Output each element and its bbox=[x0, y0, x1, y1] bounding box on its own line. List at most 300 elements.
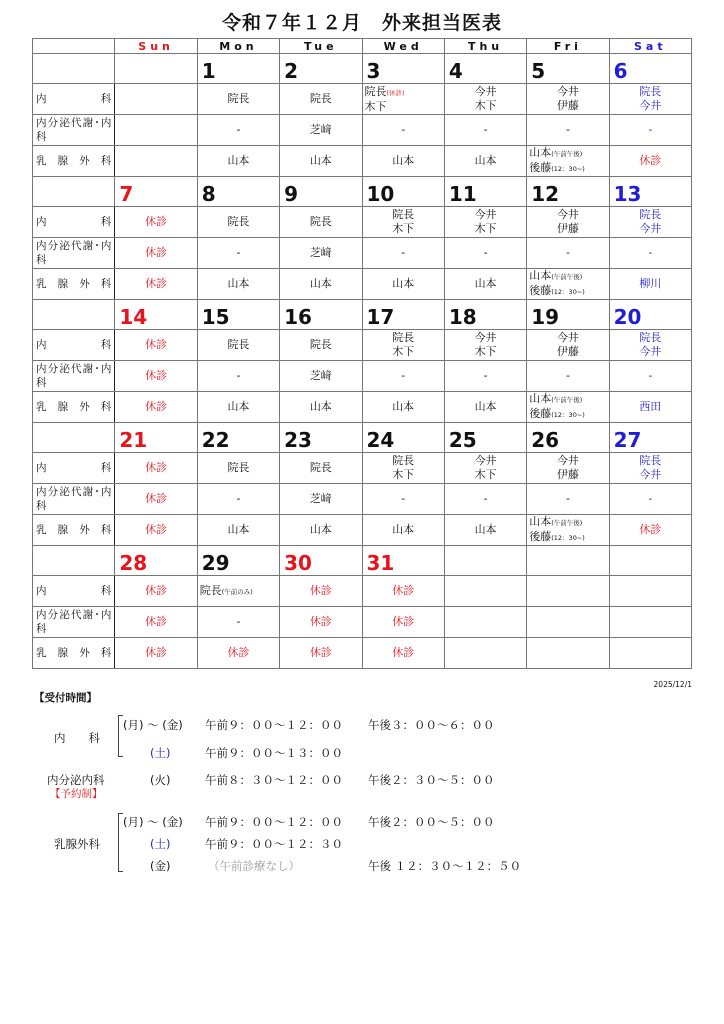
schedule-cell bbox=[444, 269, 526, 300]
doctor-name: - bbox=[236, 123, 241, 136]
doctor-line bbox=[527, 99, 608, 113]
doctor-name: 休診 bbox=[145, 246, 168, 259]
doctor-line bbox=[198, 277, 279, 291]
schedule-cell bbox=[444, 576, 526, 607]
doctor-name: 山本 bbox=[474, 154, 497, 167]
schedule-cell bbox=[362, 484, 444, 515]
doctor-name: - bbox=[483, 492, 488, 505]
department-row bbox=[33, 576, 692, 607]
doctor-line bbox=[610, 208, 691, 222]
schedule-cell bbox=[197, 269, 279, 300]
date-number: 14 bbox=[115, 300, 197, 330]
doctor-line bbox=[198, 246, 279, 260]
doctor-name: 芝﨑 bbox=[309, 492, 332, 505]
week-date-row bbox=[33, 423, 692, 453]
doctor-line bbox=[280, 615, 361, 629]
doctor-line bbox=[363, 492, 444, 506]
doctor-name: - bbox=[648, 369, 653, 382]
naibunpi-am: 午前８：３０～１２：００ bbox=[205, 773, 343, 787]
doctor-line bbox=[527, 454, 608, 468]
doctor-name: 今井 bbox=[639, 99, 662, 112]
schedule-cell bbox=[609, 638, 691, 669]
date-row-label bbox=[33, 177, 115, 207]
date-number: 29 bbox=[197, 546, 279, 576]
naibunpi-days: (火) bbox=[150, 773, 171, 787]
doctor-line bbox=[280, 400, 361, 414]
doctor-line bbox=[198, 154, 279, 168]
date-number bbox=[444, 546, 526, 576]
doctor-name: 山本 bbox=[309, 277, 332, 290]
date-row-label bbox=[33, 54, 115, 84]
schedule-cell bbox=[609, 515, 691, 546]
date-number: 17 bbox=[362, 300, 444, 330]
schedule-cell bbox=[115, 576, 197, 607]
doctor-name: 休診 bbox=[145, 646, 168, 659]
doctor-name: 山本 bbox=[529, 146, 552, 159]
schedule-cell bbox=[609, 576, 691, 607]
doctor-name: 木下 bbox=[364, 99, 387, 113]
schedule-cell bbox=[197, 361, 279, 392]
doctor-name: - bbox=[236, 246, 241, 259]
doctor-name: 休診 bbox=[392, 646, 415, 659]
schedule-cell bbox=[280, 146, 362, 177]
doctor-line bbox=[363, 345, 444, 359]
schedule-cell bbox=[115, 392, 197, 423]
doctor-line bbox=[445, 468, 526, 482]
doctor-name: 院長 bbox=[392, 208, 415, 221]
doctor-name: - bbox=[236, 492, 241, 505]
schedule-cell bbox=[115, 607, 197, 638]
doctor-name: 今井 bbox=[639, 468, 662, 481]
date-row-label bbox=[33, 546, 115, 576]
doctor-note: (午前午後) bbox=[551, 396, 583, 404]
schedule-cell bbox=[609, 207, 691, 238]
naika-sat: (土) bbox=[150, 746, 171, 760]
date-number: 1 bbox=[197, 54, 279, 84]
doctor-name: 院長 bbox=[227, 215, 250, 228]
schedule-cell bbox=[280, 484, 362, 515]
schedule-cell bbox=[280, 453, 362, 484]
doctor-line bbox=[280, 154, 361, 168]
schedule-cell bbox=[609, 84, 691, 115]
schedule-cell bbox=[362, 84, 444, 115]
doctor-name: 院長 bbox=[364, 84, 387, 98]
doctor-line bbox=[529, 284, 608, 299]
week-date-row bbox=[33, 546, 692, 576]
doctor-name: 柳川 bbox=[639, 277, 662, 290]
naika-label: 内 科 bbox=[54, 731, 100, 745]
doctor-note: (午前午後) bbox=[551, 150, 583, 158]
schedule-cell bbox=[197, 115, 279, 146]
doctor-line bbox=[198, 400, 279, 414]
schedule-cell bbox=[527, 269, 609, 300]
doctor-name: 今井 bbox=[639, 222, 662, 235]
doctor-note: (午前午後) bbox=[551, 273, 583, 281]
date-number: 24 bbox=[362, 423, 444, 453]
schedule-cell bbox=[362, 361, 444, 392]
department-label: 内分泌代謝･内科 bbox=[33, 484, 115, 515]
schedule-cell bbox=[197, 607, 279, 638]
department-row bbox=[33, 638, 692, 669]
schedule-cell bbox=[362, 607, 444, 638]
week-date-row bbox=[33, 177, 692, 207]
schedule-cell bbox=[197, 330, 279, 361]
day-header-fri: Fri bbox=[527, 39, 609, 54]
doctor-line bbox=[365, 85, 444, 100]
doctor-name: 西田 bbox=[639, 400, 662, 413]
doctor-name: 院長 bbox=[309, 338, 332, 351]
schedule-cell bbox=[609, 453, 691, 484]
doctor-name: 休診 bbox=[392, 584, 415, 597]
schedule-cell bbox=[444, 361, 526, 392]
schedule-cell bbox=[115, 84, 197, 115]
doctor-line bbox=[115, 523, 196, 537]
doctor-name: 伊藤 bbox=[556, 468, 579, 481]
schedule-cell bbox=[444, 484, 526, 515]
doctor-name: 木下 bbox=[474, 222, 497, 235]
schedule-cell bbox=[280, 207, 362, 238]
week-date-row bbox=[33, 300, 692, 330]
department-row bbox=[33, 453, 692, 484]
doctor-line bbox=[280, 338, 361, 352]
schedule-cell bbox=[115, 207, 197, 238]
doctor-note: (午前のみ) bbox=[221, 587, 253, 596]
doctor-name: 芝﨑 bbox=[309, 123, 332, 136]
doctor-line bbox=[363, 154, 444, 168]
doctor-line bbox=[280, 523, 361, 537]
doctor-line bbox=[198, 123, 279, 137]
nyusen-fri-am: （午前診療なし） bbox=[208, 859, 300, 873]
nyusen-am: 午前９：００～１２：００ bbox=[205, 815, 343, 829]
doctor-line bbox=[445, 123, 526, 137]
schedule-cell bbox=[444, 238, 526, 269]
doctor-name: 今井 bbox=[556, 208, 579, 221]
doctor-line bbox=[365, 100, 444, 114]
doctor-line bbox=[529, 269, 608, 284]
doctor-name: 伊藤 bbox=[556, 99, 579, 112]
day-header-wed: Wed bbox=[362, 39, 444, 54]
schedule-cell bbox=[444, 330, 526, 361]
doctor-line bbox=[610, 277, 691, 291]
nyusen-sat: (土) bbox=[150, 837, 171, 851]
schedule-cell bbox=[115, 361, 197, 392]
naibunpi-pm: 午後２：３０～５：００ bbox=[368, 773, 495, 787]
doctor-line bbox=[527, 85, 608, 99]
date-number: 11 bbox=[444, 177, 526, 207]
date-number: 21 bbox=[115, 423, 197, 453]
date-number: 28 bbox=[115, 546, 197, 576]
day-header-thu: Thu bbox=[444, 39, 526, 54]
schedule-cell bbox=[609, 361, 691, 392]
date-number: 7 bbox=[115, 177, 197, 207]
schedule-cell bbox=[280, 576, 362, 607]
doctor-name: 後藤 bbox=[529, 407, 552, 420]
schedule-cell bbox=[115, 238, 197, 269]
doctor-line bbox=[529, 530, 608, 545]
doctor-name: 山本 bbox=[392, 277, 415, 290]
doctor-line bbox=[610, 492, 691, 506]
doctor-name: - bbox=[565, 369, 570, 382]
date-number: 15 bbox=[197, 300, 279, 330]
naika-days: (月) ～ (金) bbox=[123, 718, 183, 732]
doctor-name: 山本 bbox=[309, 523, 332, 536]
doctor-name: 休診 bbox=[639, 523, 662, 536]
nyusen-days: (月) ～ (金) bbox=[123, 815, 183, 829]
doctor-name: 休診 bbox=[145, 523, 168, 536]
department-row bbox=[33, 146, 692, 177]
doctor-note: (12：30~) bbox=[551, 165, 585, 173]
department-row bbox=[33, 84, 692, 115]
doctor-line bbox=[198, 338, 279, 352]
department-row bbox=[33, 269, 692, 300]
doctor-line bbox=[610, 454, 691, 468]
doctor-name: 今井 bbox=[556, 85, 579, 98]
date-number: 18 bbox=[444, 300, 526, 330]
doctor-name: 山本 bbox=[392, 154, 415, 167]
doctor-line bbox=[527, 222, 608, 236]
schedule-cell bbox=[609, 484, 691, 515]
doctor-line bbox=[363, 646, 444, 660]
date-number: 10 bbox=[362, 177, 444, 207]
doctor-name: 休診 bbox=[145, 338, 168, 351]
department-label: 内分泌代謝･内科 bbox=[33, 115, 115, 146]
schedule-cell bbox=[280, 638, 362, 669]
doctor-line bbox=[363, 208, 444, 222]
schedule-cell bbox=[197, 84, 279, 115]
doctor-name: 山本 bbox=[474, 523, 497, 536]
doctor-name: 山本 bbox=[309, 154, 332, 167]
doctor-line bbox=[280, 461, 361, 475]
schedule-cell bbox=[527, 576, 609, 607]
schedule-cell bbox=[280, 84, 362, 115]
schedule-cell bbox=[362, 115, 444, 146]
doctor-line bbox=[363, 222, 444, 236]
date-number: 6 bbox=[609, 54, 691, 84]
department-row bbox=[33, 484, 692, 515]
naika-am: 午前９：００～１２：００ bbox=[205, 718, 343, 732]
day-header-mon: Mon bbox=[197, 39, 279, 54]
schedule-table bbox=[32, 38, 692, 669]
doctor-name: 木下 bbox=[474, 468, 497, 481]
doctor-line bbox=[198, 369, 279, 383]
doctor-name: 山本 bbox=[529, 392, 552, 405]
schedule-cell bbox=[444, 84, 526, 115]
doctor-name: 山本 bbox=[474, 400, 497, 413]
doctor-name: 山本 bbox=[529, 269, 552, 282]
doctor-name: 院長 bbox=[639, 85, 662, 98]
doctor-line bbox=[610, 369, 691, 383]
doctor-line bbox=[363, 523, 444, 537]
doctor-line bbox=[445, 369, 526, 383]
department-row bbox=[33, 115, 692, 146]
schedule-cell bbox=[527, 238, 609, 269]
schedule-cell bbox=[280, 330, 362, 361]
issue-date: 2025/12/1 bbox=[653, 680, 692, 689]
schedule-cell bbox=[362, 330, 444, 361]
doctor-name: 院長 bbox=[227, 338, 250, 351]
doctor-line bbox=[280, 584, 361, 598]
department-label: 乳 腺 外 科 bbox=[33, 638, 115, 669]
doctor-name: - bbox=[648, 492, 653, 505]
department-label: 内分泌代謝･内科 bbox=[33, 361, 115, 392]
doctor-name: - bbox=[648, 246, 653, 259]
doctor-name: 院長 bbox=[309, 215, 332, 228]
doctor-name: 休診 bbox=[145, 584, 168, 597]
schedule-cell bbox=[444, 115, 526, 146]
date-number: 19 bbox=[527, 300, 609, 330]
schedule-cell bbox=[527, 207, 609, 238]
doctor-line bbox=[529, 146, 608, 161]
doctor-line bbox=[280, 369, 361, 383]
nyusen-fri-pm: 午後 １２：３０～１２：５０ bbox=[368, 859, 522, 873]
doctor-name: 休診 bbox=[309, 646, 332, 659]
doctor-line bbox=[529, 161, 608, 176]
day-header-sat: Sat bbox=[609, 39, 691, 54]
doctor-name: 院長 bbox=[639, 208, 662, 221]
schedule-cell bbox=[115, 269, 197, 300]
doctor-line bbox=[115, 646, 196, 660]
doctor-name: - bbox=[401, 369, 406, 382]
doctor-line bbox=[280, 123, 361, 137]
schedule-cell bbox=[197, 207, 279, 238]
schedule-cell bbox=[527, 484, 609, 515]
schedule-cell bbox=[527, 515, 609, 546]
doctor-line bbox=[527, 123, 608, 137]
schedule-cell bbox=[197, 392, 279, 423]
department-label: 内分泌代謝･内科 bbox=[33, 238, 115, 269]
day-header-sun: Sun bbox=[115, 39, 197, 54]
doctor-line bbox=[527, 345, 608, 359]
doctor-name: 院長 bbox=[392, 331, 415, 344]
doctor-note: (休診) bbox=[386, 88, 405, 97]
schedule-cell bbox=[362, 638, 444, 669]
doctor-line bbox=[115, 492, 196, 506]
doctor-name: 今井 bbox=[474, 331, 497, 344]
schedule-cell bbox=[362, 238, 444, 269]
doctor-line bbox=[610, 331, 691, 345]
date-number bbox=[609, 546, 691, 576]
nyusen-fri: (金) bbox=[150, 859, 171, 873]
date-number: 26 bbox=[527, 423, 609, 453]
schedule-cell bbox=[362, 146, 444, 177]
naika-sat-am: 午前９：００～１３：００ bbox=[205, 746, 343, 760]
doctor-line bbox=[445, 246, 526, 260]
schedule-cell bbox=[362, 576, 444, 607]
schedule-cell bbox=[280, 238, 362, 269]
schedule-cell bbox=[362, 515, 444, 546]
doctor-line bbox=[445, 400, 526, 414]
schedule-cell bbox=[197, 576, 279, 607]
doctor-line bbox=[115, 338, 196, 352]
doctor-name: 山本 bbox=[227, 523, 250, 536]
department-row bbox=[33, 207, 692, 238]
department-row bbox=[33, 330, 692, 361]
doctor-line bbox=[198, 492, 279, 506]
date-number: 5 bbox=[527, 54, 609, 84]
doctor-note: (12：30~) bbox=[551, 288, 585, 296]
schedule-cell bbox=[115, 515, 197, 546]
doctor-line bbox=[280, 92, 361, 106]
day-header-row bbox=[33, 39, 692, 54]
schedule-cell bbox=[609, 607, 691, 638]
date-number: 2 bbox=[280, 54, 362, 84]
schedule-cell bbox=[609, 392, 691, 423]
date-number: 4 bbox=[444, 54, 526, 84]
doctor-line bbox=[115, 215, 196, 229]
date-number: 16 bbox=[280, 300, 362, 330]
doctor-name: 院長 bbox=[227, 92, 250, 105]
schedule-cell bbox=[197, 146, 279, 177]
doctor-name: 今井 bbox=[556, 331, 579, 344]
department-row bbox=[33, 238, 692, 269]
schedule-cell bbox=[115, 484, 197, 515]
doctor-name: 休診 bbox=[145, 615, 168, 628]
date-number: 23 bbox=[280, 423, 362, 453]
doctor-line bbox=[363, 369, 444, 383]
schedule-cell bbox=[609, 330, 691, 361]
doctor-line bbox=[445, 345, 526, 359]
doctor-name: 今井 bbox=[556, 454, 579, 467]
schedule-cell bbox=[280, 269, 362, 300]
doctor-line bbox=[527, 468, 608, 482]
doctor-line bbox=[198, 92, 279, 106]
doctor-name: - bbox=[483, 246, 488, 259]
doctor-line bbox=[280, 277, 361, 291]
schedule-cell bbox=[115, 146, 197, 177]
doctor-name: 今井 bbox=[474, 454, 497, 467]
doctor-name: 休診 bbox=[639, 154, 662, 167]
doctor-name: 休診 bbox=[145, 492, 168, 505]
doctor-line bbox=[115, 584, 196, 598]
doctor-name: - bbox=[483, 123, 488, 136]
schedule-cell bbox=[444, 638, 526, 669]
doctor-name: - bbox=[236, 369, 241, 382]
doctor-line bbox=[198, 461, 279, 475]
doctor-name: 伊藤 bbox=[556, 222, 579, 235]
date-row-label bbox=[33, 423, 115, 453]
doctor-line bbox=[527, 208, 608, 222]
doctor-name: - bbox=[648, 123, 653, 136]
schedule-cell bbox=[527, 392, 609, 423]
department-label: 内 科 bbox=[33, 453, 115, 484]
doctor-name: 院長 bbox=[639, 454, 662, 467]
doctor-line bbox=[115, 400, 196, 414]
schedule-cell bbox=[115, 330, 197, 361]
date-number: 9 bbox=[280, 177, 362, 207]
naibunpi-label: 内分泌内科 bbox=[47, 773, 105, 787]
schedule-cell bbox=[362, 453, 444, 484]
schedule-cell bbox=[197, 638, 279, 669]
doctor-name: - bbox=[236, 615, 241, 628]
doctor-line bbox=[445, 523, 526, 537]
doctor-name: 山本 bbox=[529, 515, 552, 528]
doctor-name: 後藤 bbox=[529, 284, 552, 297]
department-label: 乳 腺 外 科 bbox=[33, 269, 115, 300]
doctor-line bbox=[280, 492, 361, 506]
doctor-line bbox=[280, 215, 361, 229]
department-label: 内 科 bbox=[33, 576, 115, 607]
doctor-line bbox=[527, 369, 608, 383]
doctor-line bbox=[198, 615, 279, 629]
doctor-name: - bbox=[401, 492, 406, 505]
schedule-cell bbox=[527, 84, 609, 115]
doctor-note: (12：30~) bbox=[551, 534, 585, 542]
doctor-name: 休診 bbox=[145, 369, 168, 382]
doctor-line bbox=[445, 208, 526, 222]
schedule-cell bbox=[527, 607, 609, 638]
reception-heading: 【受付時間】 bbox=[34, 692, 97, 704]
doctor-line bbox=[198, 646, 279, 660]
